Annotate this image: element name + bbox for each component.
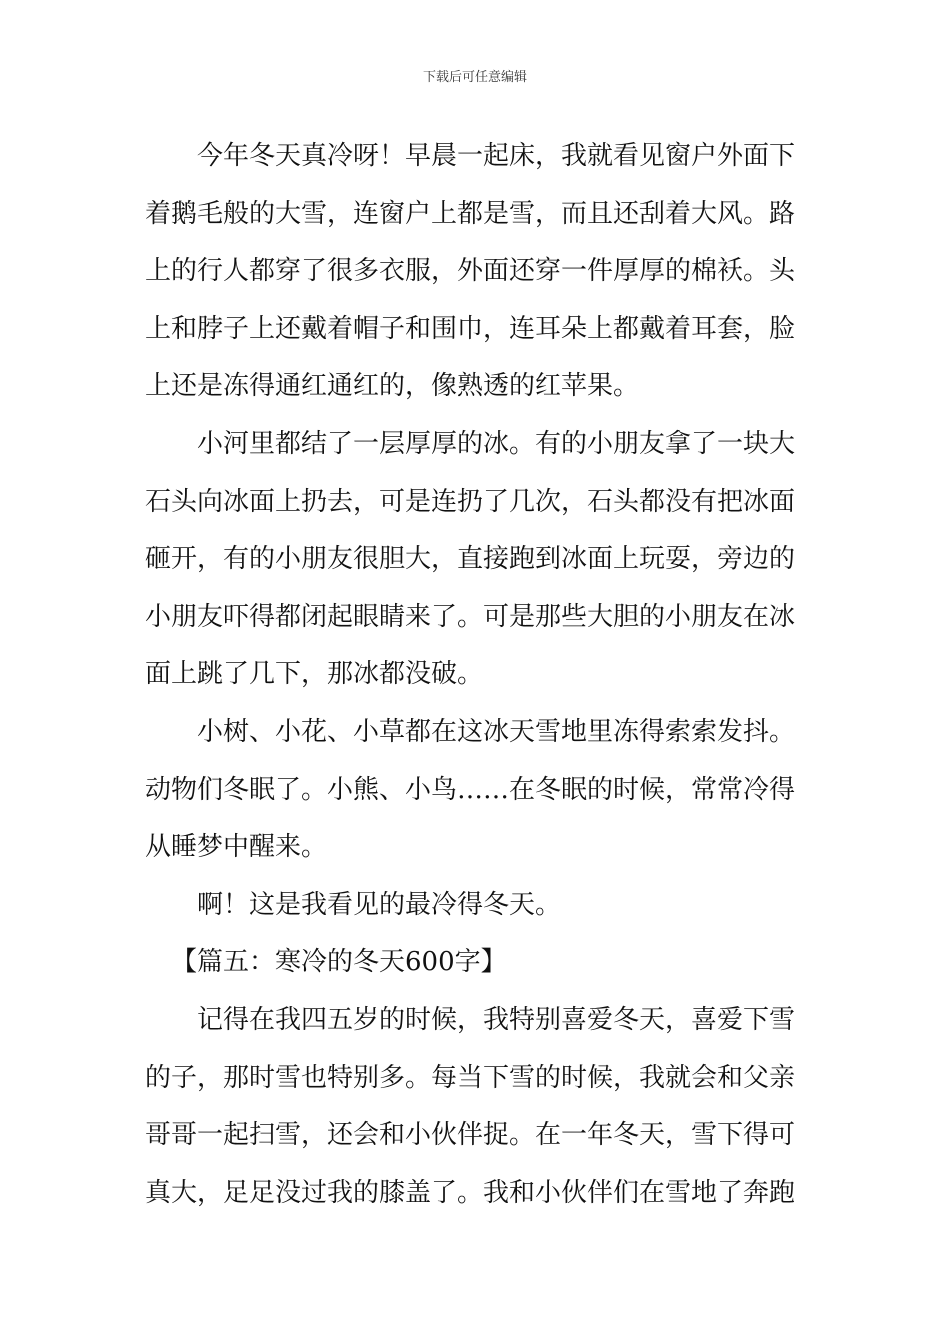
paragraph: 记得在我四五岁的时候，我特别喜爱冬天，喜爱下雪的子，那时雪也特别多。每当下雪的时候，我就会和父亲哥哥一起扫雪，还会和小伙伴捉。在一年冬天，雪下得可真大，足足没过我的膝盖了。我和小伙伴们在雪地了奔跑 bbox=[145, 1004, 796, 1208]
paragraph: 啊！这是我看见的最冷得冬天。 bbox=[197, 889, 562, 920]
document-body bbox=[145, 128, 809, 1222]
section-heading: 【篇五：寒冷的冬天600字】 bbox=[171, 947, 507, 978]
paragraph: 今年冬天真冷呀！早晨一起床，我就看见窗户外面下着鹅毛般的大雪，连窗户上都是雪，而且还刮着大风。路上的行人都穿了很多衣服，外面还穿一件厚厚的棉袄。头上和脖子上还戴着帽子和围巾，连耳朵上都戴着耳套，脸上还是冻得通红通红的，像熟透的红苹果。 bbox=[145, 141, 796, 402]
paragraph: 小河里都结了一层厚厚的冰。有的小朋友拿了一块大石头向冰面上扔去，可是连扔了几次，石头都没有把冰面砸开，有的小朋友很胆大，直接跑到冰面上玩耍，旁边的小朋友吓得都闭起眼睛来了。可是那些大胆的小朋友在冰面上跳了几下，那冰都没破。 bbox=[145, 428, 796, 690]
page-header: 下载后可任意编辑 bbox=[422, 70, 527, 85]
paragraph: 小树、小花、小草都在这冰天雪地里冻得索索发抖。动物们冬眠了。小熊、小鸟……在冬眠的时候，常常冷得从睡梦中醒来。 bbox=[145, 716, 796, 863]
